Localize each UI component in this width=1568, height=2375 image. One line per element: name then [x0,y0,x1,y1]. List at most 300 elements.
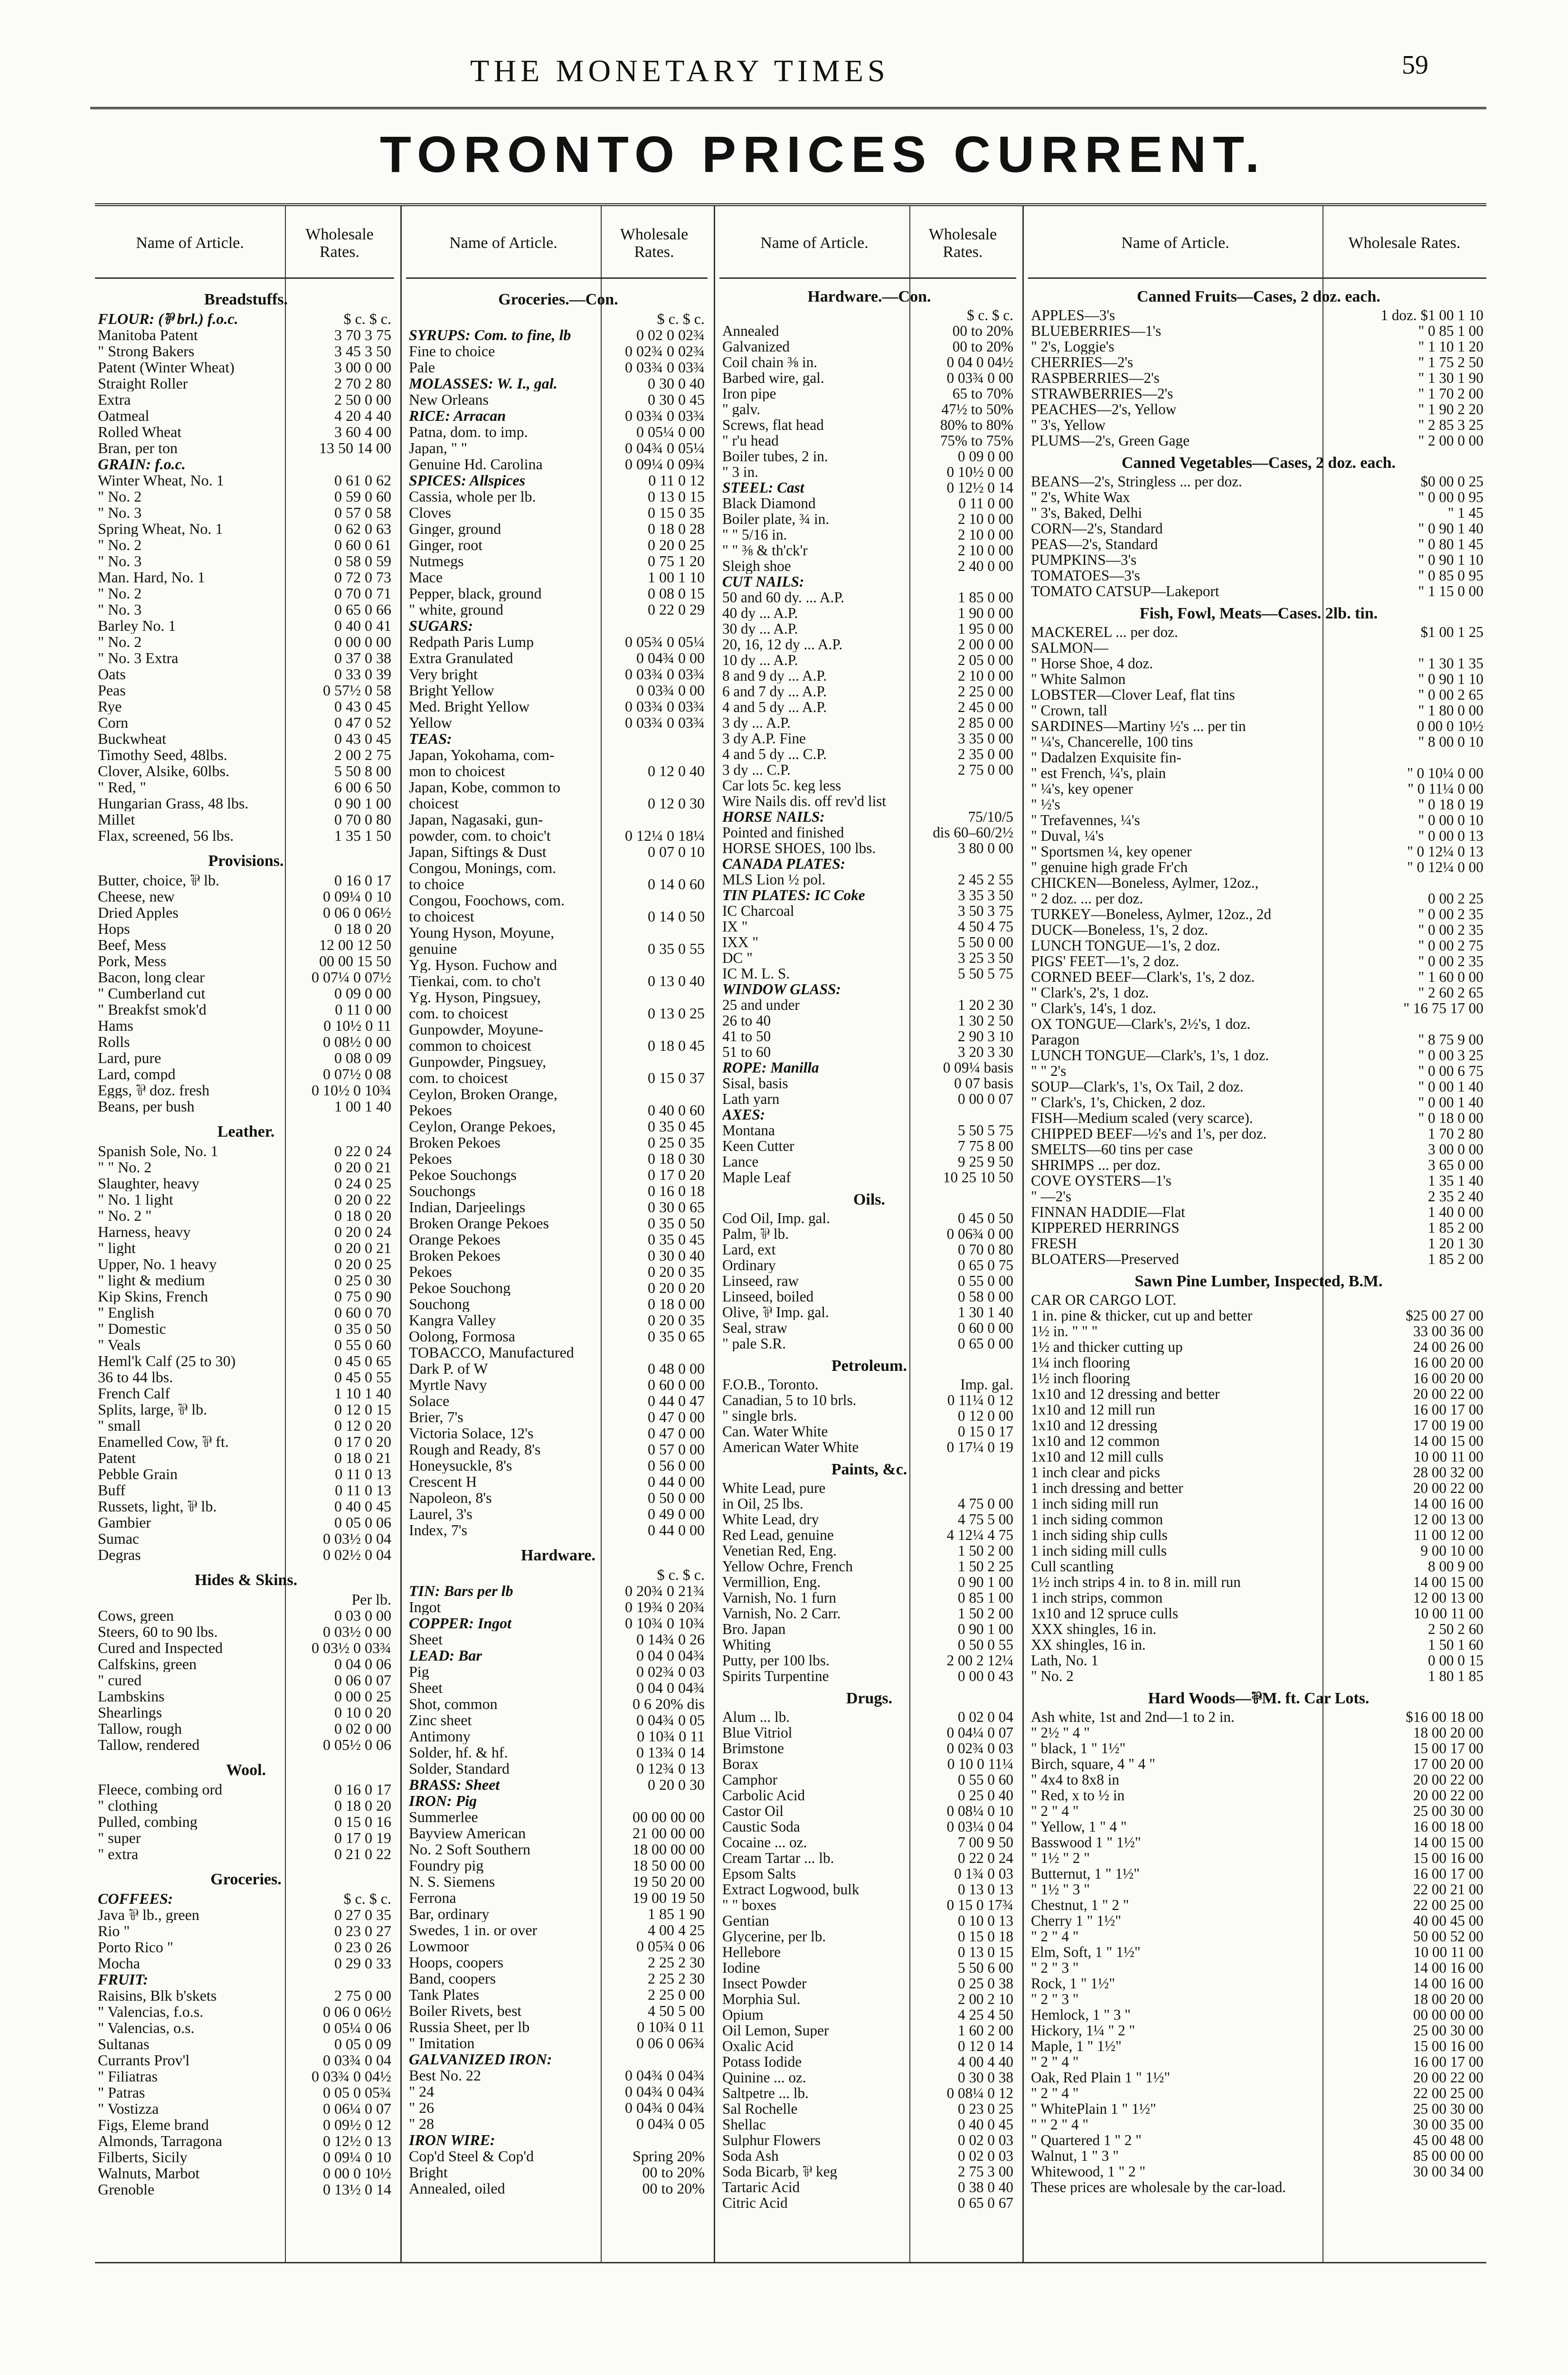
wholesale-rate: 75/10/5 [968,808,1013,825]
article-name: Alum ... lb. [722,1709,790,1725]
price-row [722,856,1016,872]
wholesale-rate: 0 13 0 15 [648,488,705,505]
article-name: Lath yarn [722,1091,780,1107]
article-name: " No. 2 " [98,1207,152,1224]
wholesale-rate: 0 02¾ 0 03 [636,1663,705,1680]
wholesale-rate: 2 00 2 75 [334,746,391,763]
article-name: STRAWBERRIES—2's [1031,386,1173,401]
price-row [98,2117,394,2133]
article-name: Whiting [722,1637,771,1653]
price-row [1031,1433,1486,1449]
wholesale-rate: 0 05¼ 0 06 [323,2019,391,2036]
article-name: Olive, ⅌ Imp. gal. [722,1304,829,1320]
article-name: " ¼'s, key opener [1031,781,1133,797]
wholesale-rate [909,574,1016,589]
article-name: Laurel, 3's [409,1506,472,1522]
wholesale-rate: 0 30 0 65 [648,1198,705,1216]
article-name: " genuine high grade Fr'ch [1031,859,1188,875]
price-row [1031,938,1486,953]
price-row [722,433,1016,448]
price-row [1031,1094,1486,1110]
price-row [1031,1188,1486,1204]
wholesale-rate [601,618,708,634]
price-row [98,2052,394,2068]
price-row [98,1814,394,1830]
price-row [1031,859,1486,875]
column-divider [1022,206,1024,2263]
article-name: Flax, screened, 56 lbs. [98,827,234,844]
price-row [1031,875,1486,891]
article-name: Bayview American [409,1825,526,1841]
wholesale-rate: " 8 75 9 00 [1418,1031,1483,1048]
wholesale-rate: $16 00 18 00 [1406,1709,1483,1725]
price-row [722,1668,1016,1684]
price-row [98,1401,394,1417]
article-name: " Filiatras [98,2068,158,2084]
wholesale-rate: 00 to 20% [642,2180,705,2197]
article-name: " " 2's [1031,1063,1067,1079]
price-row [722,919,1016,934]
price-row [98,904,394,921]
article-name: " single brls. [722,1408,797,1424]
wholesale-rate: 0 23 0 26 [334,1938,391,1956]
price-row [722,887,1016,903]
wholesale-rate: $1 00 1 25 [1420,624,1483,640]
price-row [409,666,708,682]
header-name-of-article: Name of Article. [1121,234,1229,252]
article-name: CORNED BEEF—Clark's, 1's, 2 doz. [1031,969,1255,985]
wholesale-rate: 0 09¼ 0 10 [323,2148,391,2166]
price-row [409,989,708,1005]
price-row [722,825,1016,840]
article-name: " Valencias, f.o.s. [98,2004,204,2020]
price-row [409,1506,708,1522]
wholesale-rate: " 1 10 1 20 [1418,338,1483,355]
article-name: Orange Pekoes [409,1231,501,1247]
wholesale-rate: 2 45 2 55 [958,871,1013,888]
price-row [98,2133,394,2149]
wholesale-rate: 2 00 0 00 [958,636,1013,653]
section-title: Hard Woods—⅌M. ft. Car Lots. [1148,1690,1370,1707]
price-row [409,876,708,892]
wholesale-rate: 0 03¾ 0 00 [636,682,705,699]
wholesale-rate: 0 60 0 61 [334,536,391,553]
wholesale-rate: 22 00 25 00 [1413,1897,1483,1913]
price-row [409,1615,708,1631]
wholesale-rate: $ c. $ c. [343,310,391,327]
wholesale-rate: 0 10½ 0 00 [946,464,1013,480]
price-row [722,2148,1016,2164]
article-name: Paragon [1031,1032,1080,1047]
article-name: 4 and 5 dy ... C.P. [722,746,827,762]
article-name: Cocaine ... oz. [722,1834,807,1850]
article-name: Med. Bright Yellow [409,698,530,714]
article-name: Spirits Turpentine [722,1668,829,1684]
article-name: Potass Iodide [722,2054,802,2070]
price-row [1031,1110,1486,1126]
wholesale-rate: 0 47 0 52 [334,714,391,731]
wholesale-rate: 0 55 0 00 [958,1273,1013,1289]
price-row [98,731,394,747]
price-row [409,1890,708,1906]
article-name: Birch, square, 4 " 4 " [1031,1756,1155,1772]
article-name: " est French, ¼'s, plain [1031,765,1166,781]
price-row [98,1547,394,1563]
wholesale-rate: 0 60 0 70 [334,1304,391,1321]
wholesale-rate: 4 00 4 25 [648,1921,705,1938]
price-row [409,924,708,940]
article-name: Calfskins, green [98,1656,197,1672]
article-name: Gentian [722,1913,769,1928]
article-name: Raisins, Blk b'skets [98,1987,217,2004]
wholesale-rate: 0 57 0 58 [334,504,391,521]
price-row [722,1107,1016,1122]
wholesale-rate: 0 56 0 00 [648,1457,705,1474]
wholesale-rate: 25 00 30 00 [1413,2022,1483,2039]
article-name: Patna, dom. to imp. [409,424,528,440]
article-name: American Water White [722,1439,859,1455]
article-name: IXX " [722,934,758,950]
article-name: " cured [98,1672,142,1688]
wholesale-rate: 5 50 8 00 [334,762,391,779]
price-row [722,417,1016,433]
wholesale-rate: 0 16 0 17 [334,872,391,889]
article-name: Myrtle Navy [409,1377,487,1393]
price-row [722,1424,1016,1439]
article-name: Black Diamond [722,495,816,511]
wholesale-rate: 0 00 0 00 [334,633,391,650]
article-name: Almonds, Tarragona [98,2133,222,2149]
wholesale-rate: 0 58 0 00 [958,1288,1013,1305]
wholesale-rate: 0 11 0 13 [335,1465,391,1482]
wholesale-rate: 0 18 0 20 [334,1797,391,1814]
wholesale-rate: 0 12¾ 0 13 [636,1760,705,1777]
wholesale-rate: 30 00 34 00 [1413,2163,1483,2180]
price-row [1031,1756,1486,1772]
article-name: CHIPPED BEEF—½'s and 1's, per doz. [1031,1126,1267,1141]
price-row [409,2019,708,2035]
article-name: " No. 2 [98,537,142,553]
article-name: Ginger, root [409,537,483,553]
article-name: " Veals [98,1337,141,1353]
article-name: Dried Apples [98,904,179,921]
wholesale-rate: 0 20 0 35 [648,1311,705,1329]
wholesale-rate: 2 10 0 00 [958,511,1013,527]
price-row [409,456,708,472]
price-row [722,1913,1016,1928]
article-name: SOUP—Clark's, 1's, Ox Tail, 2 doz. [1031,1079,1244,1094]
price-row [98,601,394,618]
price-row [98,1971,394,1987]
wholesale-rate: 4 50 4 75 [958,918,1013,935]
article-name: Winter Wheat, No. 1 [98,472,224,488]
wholesale-rate: 0 03¼ 0 04 [946,1818,1013,1835]
price-row [1031,417,1486,433]
wholesale-rate: 18 00 20 00 [1413,1724,1483,1741]
wholesale-rate: " 0 00 0 13 [1418,827,1483,844]
price-row [98,682,394,698]
section-title: Leather. [217,1123,275,1140]
wholesale-rate: 0 10 0 20 [334,1704,391,1721]
price-row [409,1328,708,1344]
article-name: 1x10 and 12 dressing [1031,1417,1157,1433]
price-row [98,1781,394,1797]
wholesale-rate: 0 62 0 63 [334,520,391,537]
price-row [98,763,394,779]
wholesale-rate [1322,1016,1486,1032]
wholesale-rate: 14 00 16 00 [1413,1495,1483,1512]
price-row [1031,1496,1486,1511]
price-row [1031,2101,1486,2117]
article-name: IC Charcoal [722,903,794,919]
section-title: Wool. [226,1761,266,1779]
price-row [409,1744,708,1760]
masthead: THE MONETARY TIMES [470,54,889,88]
wholesale-rate: 0 11 0 00 [335,1001,391,1018]
wholesale-rate: 0 90 1 00 [958,1621,1013,1637]
price-row [722,840,1016,856]
wholesale-rate: 10 00 11 00 [1414,1448,1483,1465]
wholesale-rate: 0 10 0 13 [958,1912,1013,1929]
wholesale-rate: 1 30 2 50 [958,1012,1013,1029]
price-row [1031,781,1486,797]
article-name: Sheet [409,1631,443,1647]
article-name: Yg. Hyson. Fuchow and [409,957,557,973]
price-row [1031,354,1486,370]
article-name: " Quartered 1 " 2 " [1031,2132,1142,2148]
article-name: Pekoe Souchongs [409,1167,517,1183]
price-row [409,1393,708,1409]
wholesale-rate: 0 04 0 04¾ [636,1647,705,1664]
article-name: Tienkai, com. to cho't [409,973,541,989]
article-name: 1 inch strips, common [1031,1590,1163,1606]
price-row [722,1320,1016,1336]
wholesale-rate: 0 07 basis [954,1075,1013,1092]
article-name: Porto Rico " [98,1939,173,1955]
article-name: 1 inch siding mill culls [1031,1543,1167,1558]
price-row [722,542,1016,558]
price-row [98,1240,394,1256]
wholesale-rate: 0 08 0 15 [648,585,705,602]
article-name: LUNCH TONGUE—1's, 2 doz. [1031,938,1220,953]
wholesale-rate: 0 22 0 24 [334,1142,391,1159]
article-name: Canadian, 5 to 10 brls. [722,1392,857,1408]
price-row [98,1034,394,1050]
wholesale-rate: 4 75 5 00 [958,1511,1013,1528]
wholesale-rate: 0 35 0 55 [648,940,705,957]
price-row [98,488,394,504]
price-row [722,1210,1016,1226]
article-name: Spring Wheat, No. 1 [98,521,223,537]
price-row [722,1273,1016,1289]
price-row [409,1231,708,1247]
article-name: RICE: Arracan [409,408,506,424]
price-row [98,2181,394,2197]
article-name: Gunpowder, Pingsuey, [409,1054,547,1070]
price-row [98,1256,394,1272]
price-row [722,1304,1016,1320]
price-row [1031,583,1486,599]
price-column [409,282,708,2258]
wholesale-rate: 0 49 0 00 [648,1505,705,1522]
article-name: COPPER: Ingot [409,1615,512,1631]
price-row [98,440,394,456]
article-name: " Imitation [409,2035,475,2051]
wholesale-rate: 0 06 0 06½ [323,2003,391,2020]
wholesale-rate: 0 04¾ 0 05 [636,2115,705,2132]
article-name: " Sportsmen ¼, key opener [1031,844,1192,859]
price-row [722,2132,1016,2148]
wholesale-rate: 4 12¼ 4 75 [946,1527,1013,1543]
wholesale-rate [1322,875,1486,891]
wholesale-rate: 40 00 45 00 [1413,1912,1483,1929]
price-row [98,937,394,953]
wholesale-rate: 2 70 2 80 [334,375,391,392]
wholesale-rate: 65 to 70% [952,385,1013,402]
wholesale-rate: 0 59 0 60 [334,488,391,505]
wholesale-rate: 0 13½ 0 14 [323,2181,391,2198]
wholesale-rate: 0 30 0 40 [648,1247,705,1264]
article-name: DC " [722,950,753,966]
price-row [98,1624,394,1640]
article-name: " 4x4 to 8x8 in [1031,1772,1119,1787]
wholesale-rate: 2 45 0 00 [958,699,1013,715]
wholesale-rate: 0 40 0 45 [334,1498,391,1515]
article-name: Insect Powder [722,1976,807,1991]
price-column [1031,282,1486,2258]
wholesale-rate: 0 70 0 80 [334,811,391,828]
article-name: Car lots 5c. keg less [722,778,841,793]
price-row [409,1264,708,1280]
wholesale-rate: 0 11 0 12 [648,472,705,489]
article-name: 6 and 7 dy ... A.P. [722,684,827,699]
article-name: Glycerine, per lb. [722,1928,826,1944]
article-name: " " boxes [722,1897,776,1913]
article-name: Iodine [722,1960,760,1976]
wholesale-rate: 0 30 0 38 [958,2069,1013,2086]
wholesale-rate: 0 33 0 39 [334,665,391,683]
wholesale-rate: 0 03¾ 0 03¾ [625,407,705,424]
price-row [98,1890,394,1907]
price-row [722,1590,1016,1606]
article-name: " ¼'s, Chancerelle, 100 tins [1031,734,1193,750]
price-row [98,359,394,375]
wholesale-rate: 0 03¾ 0 03¾ [625,698,705,715]
wholesale-rate: 0 03 0 00 [334,1607,391,1624]
article-name: OX TONGUE—Clark's, 2½'s, 1 doz. [1031,1016,1251,1032]
price-row [98,2004,394,2020]
price-row [98,921,394,937]
article-name: Rye [98,698,122,714]
wholesale-rate [1322,640,1486,656]
price-row [409,860,708,876]
price-row [409,1873,708,1890]
wholesale-rate: 1 35 1 50 [334,827,391,844]
wholesale-rate: 0 40 0 45 [958,2116,1013,2133]
article-name: SPICES: Allspices [409,472,526,488]
price-row [1031,1141,1486,1157]
wholesale-rate: " 1 30 1 90 [1418,370,1483,386]
article-name: Lard, ext [722,1242,776,1257]
price-row [722,1336,1016,1351]
price-row [1031,521,1486,536]
price-row [98,1320,394,1337]
price-row [1031,339,1486,354]
price-row [409,1857,708,1873]
price-row [1031,1204,1486,1220]
wholesale-rate: 0 25 0 40 [958,1787,1013,1804]
wholesale-rate: 1 10 1 40 [334,1385,391,1402]
article-name: CUT NAILS: [722,574,804,589]
price-row [1031,1000,1486,1016]
article-name: Palm, ⅌ lb. [722,1226,789,1242]
price-row [722,1897,1016,1913]
article-name: " super [98,1830,141,1846]
price-row [722,652,1016,668]
article-name: APPLES—3's [1031,307,1115,323]
wholesale-rate: 20 00 22 00 [1413,1480,1483,1496]
price-row [98,1656,394,1672]
article-name: Bright Yellow [409,682,494,698]
article-name: Pale [409,359,435,375]
article-name: 20, 16, 12 dy ... A.P. [722,636,843,652]
price-row [409,2164,708,2180]
article-name: RASPBERRIES—2's [1031,370,1160,386]
article-name: " Clark's, 1's, Chicken, 2 doz. [1031,1094,1206,1110]
price-row [1031,1251,1486,1267]
wholesale-rate: 0 06 0 06½ [323,904,391,921]
price-row [722,2101,1016,2117]
wholesale-rate: 0 13 0 15 [958,1944,1013,1960]
article-name: " 2 doz. ... per doz. [1031,891,1143,906]
article-name: " small [98,1417,141,1434]
article-name: 1 inch siding mill run [1031,1496,1159,1511]
article-name: 1½ inch strips 4 in. to 8 in. mill run [1031,1574,1241,1590]
wholesale-rate: $ c. $ c. [657,310,705,327]
wholesale-rate: $0 00 0 25 [1420,473,1483,490]
price-row [98,408,394,424]
article-name: Pointed and finished [722,825,844,840]
article-name: Camphor [722,1772,778,1787]
wholesale-rate: 1 85 2 00 [1428,1219,1483,1236]
article-name: Millet [98,811,135,827]
wholesale-rate: 7 75 8 00 [958,1138,1013,1154]
article-name: Butter, choice, ⅌ lb. [98,872,220,888]
price-row [1031,1866,1486,1881]
price-row [409,2132,708,2148]
wholesale-rate: 00 00 00 00 [1413,2006,1483,2023]
wholesale-rate [601,2132,708,2148]
price-row [409,1296,708,1312]
wholesale-rate: 5 50 6 00 [958,1959,1013,1976]
price-row [98,714,394,731]
wholesale-rate: 0 03¾ 0 04 [323,2052,391,2069]
wholesale-rate: 1 35 1 40 [1428,1172,1483,1189]
price-row [98,1143,394,1159]
price-row [722,2117,1016,2132]
article-name: Cop'd Steel & Cop'd [409,2148,534,2164]
article-name: Hams [98,1017,133,1034]
wholesale-rate: " 16 75 17 00 [1403,1000,1483,1016]
price-row [409,1760,708,1776]
price-row [1031,1668,1486,1684]
price-row [98,2068,394,2084]
article-name: Soda Bicarb, ⅌ keg [722,2164,838,2179]
price-row [1031,1047,1486,1063]
price-row [1031,1543,1486,1558]
article-name: Heml'k Calf (25 to 30) [98,1353,236,1369]
article-name: Hemlock, 1 " 3 " [1031,2007,1131,2023]
